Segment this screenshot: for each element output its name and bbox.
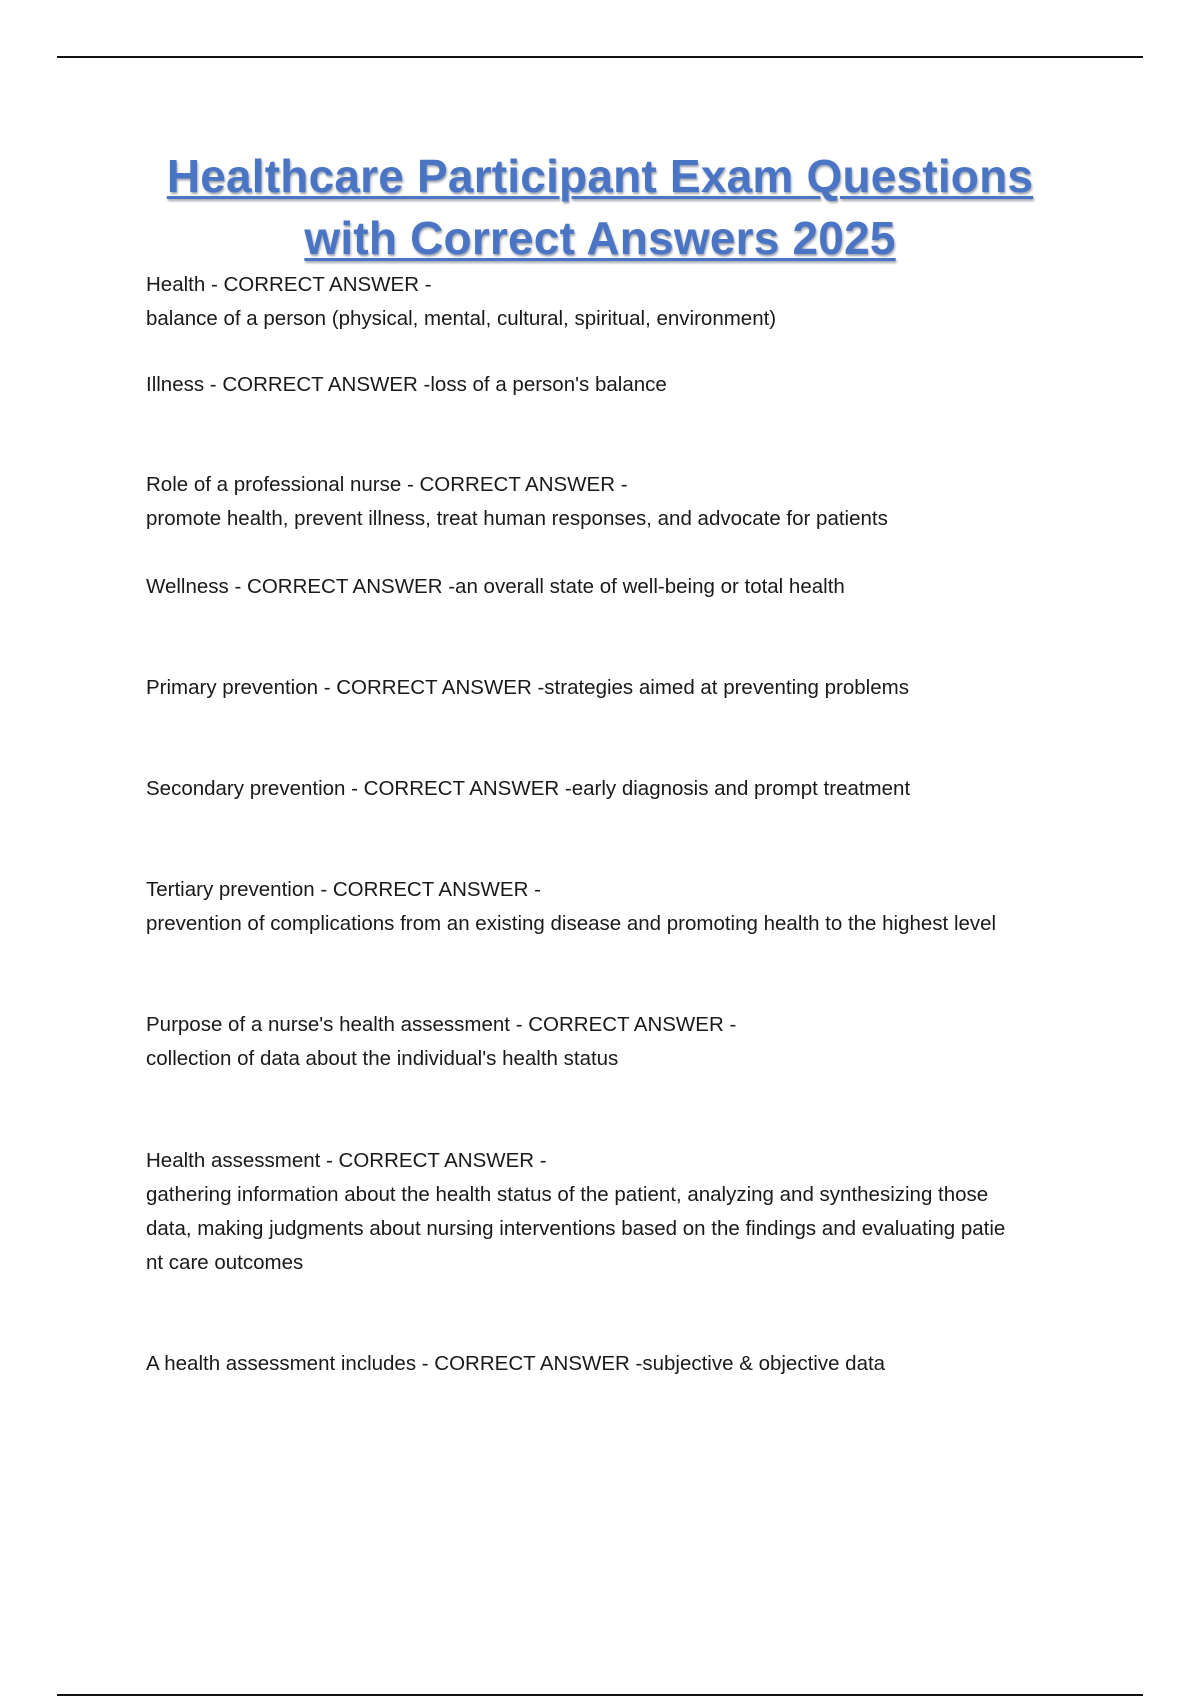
qa-term: Wellness - CORRECT ANSWER -an overall state of well-being or total health [146,575,845,598]
qa-answer: balance of a person (physical, mental, cultural, spiritual, environment) [146,307,777,330]
qa-answer: gathering information about the health status of the patient, analyzing and synthesizing those [146,1183,989,1206]
qa-item-assessment-includes [146,1347,1101,1381]
qa-item-wellness [146,570,1101,604]
qa-item-secondary-prevention [146,772,1101,806]
qa-item-health-assessment [146,1144,1101,1280]
qa-term: Purpose of a nurse's health assessment - CORRECT ANSWER - [146,1013,737,1036]
qa-item-primary-prevention [146,671,1101,705]
qa-item-health [146,268,1101,336]
qa-answer: promote health, prevent illness, treat human responses, and advocate for patients [146,507,888,530]
qa-term: Health assessment - CORRECT ANSWER - [146,1149,547,1172]
qa-term: Health - CORRECT ANSWER - [146,273,432,296]
qa-term: A health assessment includes - CORRECT ANSWER -subjective & objective data [146,1352,886,1375]
qa-answer: prevention of complications from an existing disease and promoting health to the highest level [146,912,997,935]
qa-item-illness [146,368,1101,402]
qa-item-purpose-of-assessment [146,1008,1101,1076]
qa-term: Secondary prevention - CORRECT ANSWER -early diagnosis and prompt treatment [146,777,911,800]
qa-term: Role of a professional nurse - CORRECT ANSWER - [146,473,628,496]
title-line-2: with Correct Answers 2025 [304,212,896,264]
qa-item-role-of-nurse [146,468,1101,536]
title-line-1: Healthcare Participant Exam Questions [166,150,1034,202]
qa-term: Tertiary prevention - CORRECT ANSWER - [146,878,541,901]
qa-answer: nt care outcomes [146,1251,304,1274]
qa-answer: data, making judgments about nursing interventions based on the findings and evaluating patie [146,1217,1006,1240]
qa-term: Primary prevention - CORRECT ANSWER -strategies aimed at preventing problems [146,676,909,699]
document-title [0,145,1200,269]
qa-term: Illness - CORRECT ANSWER -loss of a person's balance [146,373,667,396]
qa-item-tertiary-prevention [146,873,1101,941]
bottom-rule [57,1694,1143,1696]
top-rule [57,56,1143,58]
qa-answer: collection of data about the individual's health status [146,1047,619,1070]
